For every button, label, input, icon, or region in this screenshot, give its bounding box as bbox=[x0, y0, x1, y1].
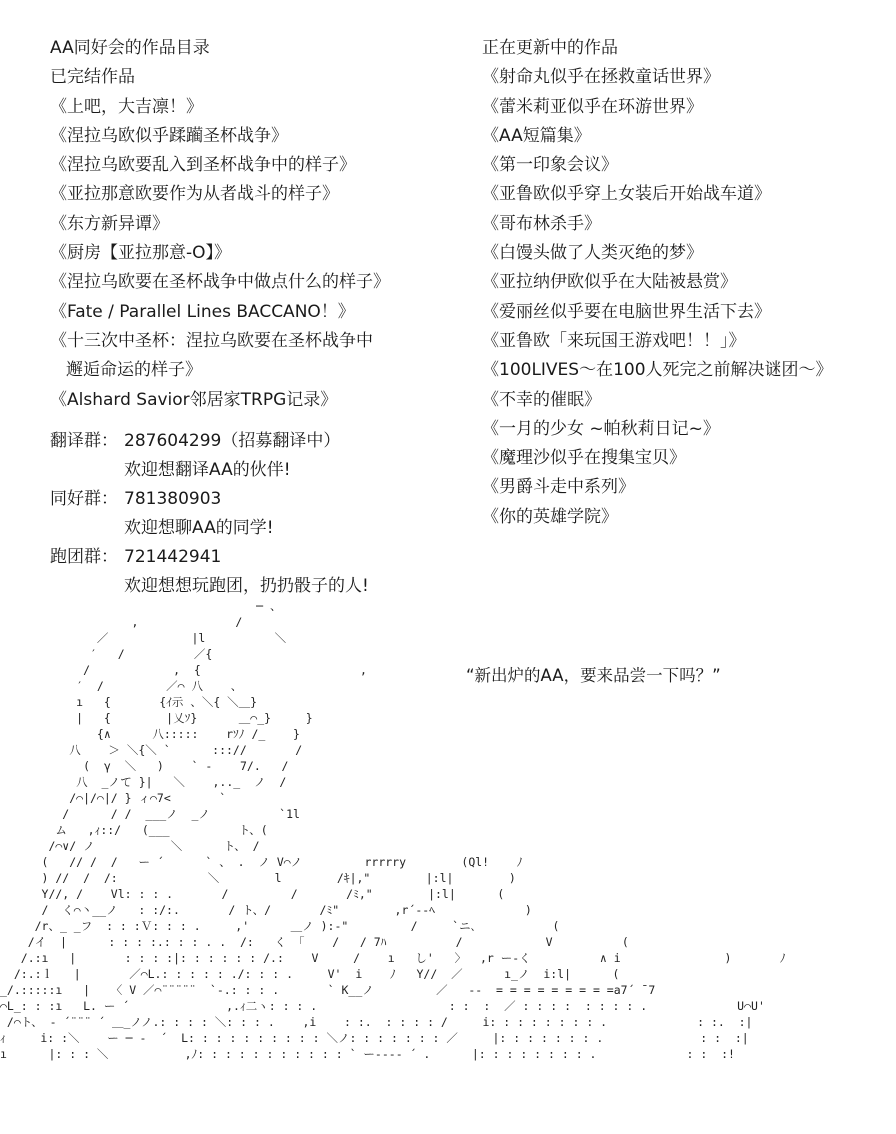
ongoing-work-item: 《不幸的催眠》 bbox=[482, 389, 601, 410]
completed-works-column bbox=[50, 34, 460, 415]
completed-work-item: 《上吧，大吉凛！》 bbox=[50, 96, 203, 117]
ongoing-work-item: 《蕾米莉亚似乎在环游世界》 bbox=[482, 96, 703, 117]
trpg-group-label: 跑团群： bbox=[50, 547, 118, 567]
completed-work-item: 《涅拉乌欧似乎蹂躏圣杯战争》 bbox=[50, 125, 288, 146]
ongoing-work-item: 《哥布林杀手》 bbox=[482, 213, 601, 234]
group-contacts bbox=[50, 427, 369, 601]
translate-group-label: 翻译群： bbox=[50, 431, 118, 451]
ongoing-work-item: 《AA短篇集》 bbox=[482, 125, 591, 146]
completed-work-item-continuation: 邂逅命运的样子》 bbox=[66, 360, 202, 381]
completed-work-item: 《Alshard Savior邻居家TRPG记录》 bbox=[50, 389, 338, 410]
ongoing-work-item: 《魔理沙似乎在搜集宝贝》 bbox=[482, 448, 686, 469]
completed-work-item: 《涅拉乌欧要在圣杯战争中做点什么的样子》 bbox=[50, 272, 390, 293]
fan-group-row bbox=[50, 485, 369, 514]
trpg-group-note: 欢迎想想玩跑团，扔扔骰子的人! bbox=[124, 576, 369, 596]
completed-works-heading: 已完结作品 bbox=[50, 67, 135, 88]
ongoing-work-item: 《你的英雄学院》 bbox=[482, 506, 618, 527]
catalog-heading: AA同好会的作品目录 bbox=[50, 38, 210, 58]
translate-group-number: 287604299（招募翻译中） bbox=[124, 431, 341, 451]
completed-work-item: 《东方新异谭》 bbox=[50, 213, 169, 234]
completed-work-item: 《亚拉那意欧要作为从者战斗的样子》 bbox=[50, 184, 339, 205]
ongoing-work-item: 《亚拉纳伊欧似乎在大陆被悬赏》 bbox=[482, 272, 737, 293]
ongoing-work-item: 《白馒头做了人类灭绝的梦》 bbox=[482, 243, 703, 264]
completed-work-item: 《十三次中圣杯：涅拉乌欧要在圣杯战争中 bbox=[50, 330, 373, 351]
ongoing-work-item: 《亚鲁欧似乎穿上女装后开始战车道》 bbox=[482, 184, 771, 205]
translate-group-note: 欢迎想翻译AA的伙伴! bbox=[124, 460, 291, 480]
ongoing-work-item: 《第一印象会议》 bbox=[482, 155, 618, 176]
ongoing-work-item: 《亚鲁欧「来玩国王游戏吧！！」》 bbox=[482, 330, 746, 351]
ascii-art-illustration: ─ 、 , / ／ |l ＼ ′ / ／{ / , { , ′ / ／⌒ 八 、 ı { {ｲ示 、＼{ ＼＿} | { |乂ｿ} ＿⌒_} } {∧ 八::::: rｿﾉ /_ } 八 ＞ ＼{＼ ` :::// / ( γ ＼ ) ` ‐ 7/. / 八 _ノて }| ＼ ,.._ ノ / /⌒|/⌒|/ } ィ⌒7< ` / / / ___ノ _ノ `1l ム ,ｨ::/ (___ ト、( /⌒∨/ ノ ＼ ト、 / ( // / / ー ´ ` 、 . ノ V⌒ノ rrrrry (Ql! ﾉ ) // / /: ＼ l /ｷ|," |:l| ) Y//, / Vl: : : . / / /ﾐ," |:l| ( / く⌒丶__ノ : :/:. / ト、/ /ﾐ" ,r´-‐ﾍ ) /r、_ _フ : : :Ｖ: : : . ,' ＿ノ ):‐" / `ニ､ ( /イ | : : : :.: : : . . /: く 「 / / 7ﾊ / V ( /.:ı | : : : :|: : : : : : /.: V / ı し' 〉 ,r ー‐く ∧ i ) ﾉ /:.:ｌ | ／⌒L.: : : : : ./: : : . V' i ﾉ Y// ／ ı_ノ i:l| ( _/.:::::ı | 〈 V ／⌒¨¨¨¨¨ `‐.: : : . ` K__ノ ／ ‐‐ = = = = = = = = =a7´ ̄ 7 ⌒L_: : :ı L. ー ´ ,.ｨ二ヽ: : : . : : : ／ : : : : : : : : . U⌒U' /⌒ト、 ‐ ´¨¨¨ ´ ＿_ノノ.: : : : ＼: : : . ,i : :. : : : : / i: : : : : : : : . : :. :| ｨ i: :＼ ー ─ ‐ ´ L: : : : : : : : : : ＼ノ: : : : : : : ／ |: : : : : : : . : : :| ı |: : : ＼ ,ﾉ: : : : : : : : : : : ` ー‐‐‐‐ ´ . |: : : : : : : : . : : :! bbox=[0, 599, 786, 1061]
completed-work-item: 《Fate / Parallel Lines BACCANO！》 bbox=[50, 301, 355, 322]
translate-group-row bbox=[50, 427, 369, 456]
ongoing-work-item: 《100LIVES～在100人死完之前解决谜团～》 bbox=[482, 360, 833, 381]
ongoing-works-column bbox=[482, 34, 882, 532]
trpg-group-row bbox=[50, 543, 369, 572]
speech-quote: “新出炉的AA，要来品尝一下吗？” bbox=[466, 666, 721, 685]
ongoing-work-item: 《男爵斗走中系列》 bbox=[482, 477, 635, 498]
ongoing-work-item: 《爱丽丝似乎要在电脑世界生活下去》 bbox=[482, 301, 771, 322]
fan-group-label: 同好群： bbox=[50, 489, 118, 509]
completed-work-item: 《厨房【亚拉那意-O】》 bbox=[50, 243, 232, 264]
ongoing-work-item: 《一月的少女 ~帕秋莉日记~》 bbox=[482, 418, 720, 439]
fan-group-number: 781380903 bbox=[124, 489, 222, 509]
trpg-group-number: 721442941 bbox=[124, 547, 222, 567]
ongoing-work-item: 《射命丸似乎在拯救童话世界》 bbox=[482, 67, 720, 88]
completed-work-item: 《涅拉乌欧要乱入到圣杯战争中的样子》 bbox=[50, 155, 356, 176]
fan-group-note: 欢迎想聊AA的同学! bbox=[124, 518, 274, 538]
ongoing-works-heading: 正在更新中的作品 bbox=[482, 38, 618, 58]
